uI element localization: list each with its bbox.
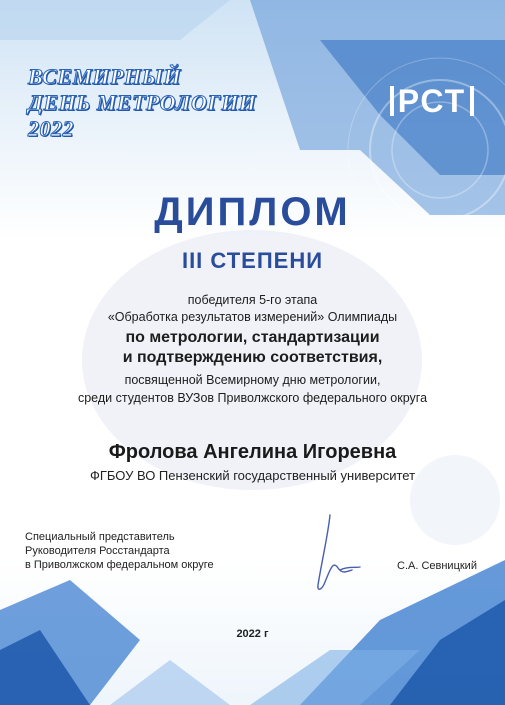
body-line-2: «Обработка результатов измерений» Олимпиады (107, 310, 398, 324)
body-line-4: и подтверждению соответствия, (122, 349, 383, 366)
event-title-line-3: 2022 (28, 116, 74, 141)
body-line-3: по метрологии, стандартизации (125, 329, 380, 346)
rst-logo (386, 82, 478, 120)
diploma-degree: III СТЕПЕНИ (181, 248, 324, 273)
body-line-6: среди студентов ВУЗов Приволжского федерального округа (77, 391, 428, 405)
signer-name: С.А. Севницкий (397, 560, 477, 572)
event-title (28, 64, 308, 142)
rep-line-1: Специальный представитель (25, 531, 175, 543)
logo-bar-left (390, 86, 394, 116)
recipient-university: ФГБОУ ВО Пензенский государственный университет (89, 468, 416, 483)
event-title-line-1: ВСЕМИРНЫЙ (28, 64, 182, 89)
diploma-year: 2022 г (236, 628, 269, 640)
recipient-name: Фролова Ангелина Игоревна (108, 441, 397, 463)
handwritten-signature (300, 510, 380, 600)
rep-line-2: Руководителя Росстандарта (25, 545, 170, 557)
representative-title (25, 530, 214, 572)
logo-text: РСТ (397, 82, 467, 119)
rep-line-3: в Приволжском федеральном округе (25, 559, 214, 571)
body-line-5: посвященной Всемирному дню метрологии, (124, 373, 381, 387)
logo-bar-right (470, 86, 474, 116)
diploma-title: ДИПЛОМ (154, 190, 351, 234)
body-line-1: победителя 5-го этапа (187, 293, 318, 307)
event-title-line-2: ДЕНЬ МЕТРОЛОГИИ (28, 90, 257, 115)
